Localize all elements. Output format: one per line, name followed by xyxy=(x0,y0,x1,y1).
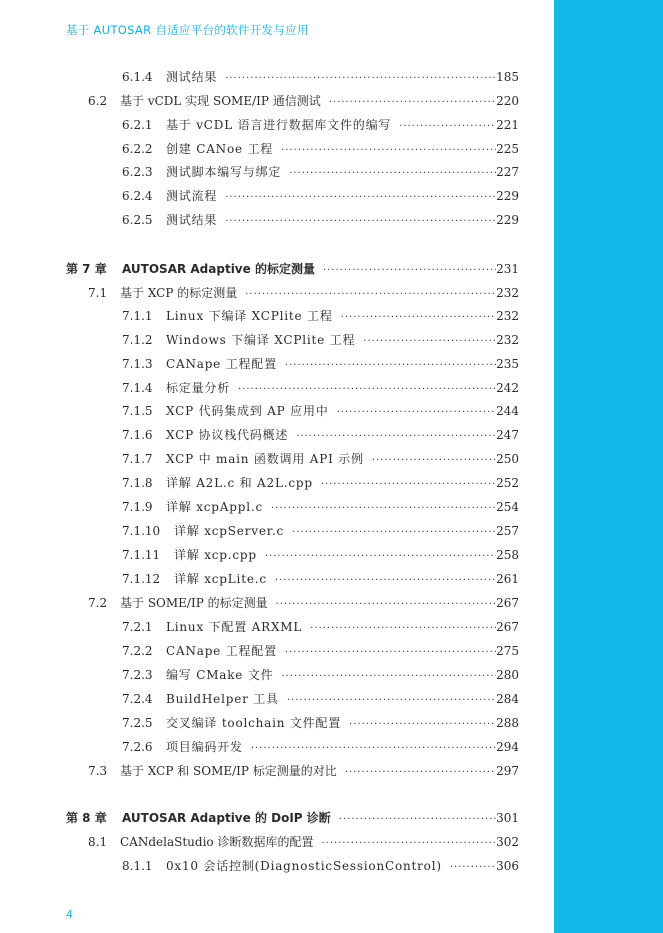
entry-title: 测试结果 xyxy=(166,70,218,84)
dot-leader xyxy=(317,476,496,494)
entry-number: 6.2 xyxy=(88,94,108,108)
entry-title: 基于 XCP 的标定测量 xyxy=(120,286,238,300)
dot-leader xyxy=(319,262,496,280)
entry-title: 基于 vCDL 语言进行数据库文件的编写 xyxy=(166,118,392,132)
toc-entry[interactable] xyxy=(122,379,519,397)
entry-page-number: 301 xyxy=(496,811,519,825)
side-color-bar xyxy=(554,0,663,933)
entry-title: BuildHelper 工具 xyxy=(166,692,279,706)
entry-page-number: 250 xyxy=(496,452,519,466)
toc-entry[interactable] xyxy=(88,284,519,302)
entry-title: Windows 下编译 XCPlite 工程 xyxy=(166,333,356,347)
toc-entry[interactable] xyxy=(122,211,519,229)
entry-page-number: 227 xyxy=(496,165,519,179)
entry-number: 7.1.9 xyxy=(122,500,153,514)
entry-title: 详解 xcp.cpp xyxy=(174,548,257,562)
entry-title: 编写 CMake 文件 xyxy=(166,668,274,682)
entry-page-number: 306 xyxy=(496,859,519,873)
entry-number: 7.1.3 xyxy=(122,357,153,371)
entry-number: 第 7 章 xyxy=(66,262,107,276)
entry-page-number: 257 xyxy=(496,524,519,538)
toc-entry[interactable] xyxy=(88,762,519,780)
entry-page-number: 229 xyxy=(496,213,519,227)
toc-entry[interactable] xyxy=(122,140,519,158)
entry-page-number: 244 xyxy=(496,404,519,418)
toc-entry[interactable] xyxy=(122,163,519,181)
toc-entry[interactable] xyxy=(66,260,519,278)
dot-leader xyxy=(395,118,496,136)
entry-page-number: 275 xyxy=(496,644,519,658)
entry-number: 7.2.1 xyxy=(122,620,153,634)
toc-entry[interactable] xyxy=(122,474,519,492)
dot-leader xyxy=(271,572,496,590)
toc-entry[interactable] xyxy=(88,92,519,110)
dot-leader xyxy=(306,620,496,638)
toc-entry[interactable] xyxy=(122,402,519,420)
dot-leader xyxy=(337,309,496,327)
entry-page-number: 302 xyxy=(496,835,519,849)
toc-entry[interactable] xyxy=(122,450,519,468)
entry-page-number: 232 xyxy=(496,286,519,300)
dot-leader xyxy=(368,452,496,470)
dot-leader xyxy=(335,811,496,829)
entry-page-number: 294 xyxy=(496,740,519,754)
dot-leader xyxy=(341,764,496,782)
entry-title: 基于 vCDL 实现 SOME/IP 通信测试 xyxy=(120,94,321,108)
entry-number: 7.1.10 xyxy=(122,524,161,538)
entry-page-number: 297 xyxy=(496,764,519,778)
entry-number: 7.3 xyxy=(88,764,108,778)
entry-title: 详解 xcpServer.c xyxy=(174,524,285,538)
toc-entry[interactable] xyxy=(122,307,519,325)
dot-leader xyxy=(333,404,497,422)
dot-leader xyxy=(292,428,496,446)
page-number: 4 xyxy=(66,908,73,921)
entry-number: 7.1.11 xyxy=(122,548,161,562)
entry-number: 7.1.1 xyxy=(122,309,153,323)
entry-title: 标定量分析 xyxy=(166,381,231,395)
entry-number: 6.2.2 xyxy=(122,142,153,156)
toc-entry[interactable] xyxy=(122,666,519,684)
dot-leader xyxy=(234,381,496,399)
entry-number: 7.2.3 xyxy=(122,668,153,682)
dot-leader xyxy=(283,692,496,710)
entry-page-number: 225 xyxy=(496,142,519,156)
toc-entry[interactable] xyxy=(122,187,519,205)
entry-number: 第 8 章 xyxy=(66,811,107,825)
dot-leader xyxy=(359,333,496,351)
dot-leader xyxy=(221,213,496,231)
entry-page-number: 231 xyxy=(496,262,519,276)
toc-entry[interactable] xyxy=(122,331,519,349)
entry-number: 6.2.5 xyxy=(122,213,153,227)
entry-number: 7.2.5 xyxy=(122,716,153,730)
entry-page-number: 247 xyxy=(496,428,519,442)
entry-number: 7.2 xyxy=(88,596,108,610)
entry-title: 测试脚本编写与绑定 xyxy=(166,165,282,179)
toc-entry[interactable] xyxy=(122,570,519,588)
entry-title: XCP 代码集成到 AP 应用中 xyxy=(166,404,329,418)
dot-leader xyxy=(261,548,496,566)
dot-leader xyxy=(277,668,496,686)
entry-title: 详解 xcpLite.c xyxy=(174,572,267,586)
toc-entry[interactable] xyxy=(122,116,519,134)
entry-number: 7.2.6 xyxy=(122,740,153,754)
entry-title: Linux 下编译 XCPlite 工程 xyxy=(166,309,333,323)
entry-number: 7.1.7 xyxy=(122,452,153,466)
toc-entry[interactable] xyxy=(122,426,519,444)
entry-title: 基于 SOME/IP 的标定测量 xyxy=(120,596,268,610)
dot-leader xyxy=(281,644,496,662)
dot-leader xyxy=(267,500,496,518)
entry-title: XCP 协议栈代码概述 xyxy=(166,428,289,442)
entry-page-number: 229 xyxy=(496,189,519,203)
toc-entry[interactable] xyxy=(122,642,519,660)
entry-page-number: 252 xyxy=(496,476,519,490)
entry-title: Linux 下配置 ARXML xyxy=(166,620,303,634)
entry-number: 7.1.12 xyxy=(122,572,161,586)
entry-number: 6.2.1 xyxy=(122,118,153,132)
entry-number: 8.1 xyxy=(88,835,108,849)
dot-leader xyxy=(317,835,496,853)
dot-leader xyxy=(325,94,496,112)
entry-page-number: 254 xyxy=(496,500,519,514)
dot-leader xyxy=(272,596,497,614)
entry-page-number: 220 xyxy=(496,94,519,108)
toc-entry[interactable] xyxy=(66,809,519,827)
entry-page-number: 232 xyxy=(496,309,519,323)
dot-leader xyxy=(285,165,496,183)
entry-number: 6.2.3 xyxy=(122,165,153,179)
toc-entry[interactable] xyxy=(122,498,519,516)
toc-entry[interactable] xyxy=(122,714,519,732)
entry-page-number: 267 xyxy=(496,596,519,610)
dot-leader xyxy=(446,859,496,877)
entry-page-number: 267 xyxy=(496,620,519,634)
entry-title: CANape 工程配置 xyxy=(166,644,277,658)
dot-leader xyxy=(241,286,496,304)
entry-title: AUTOSAR Adaptive 的标定测量 xyxy=(122,262,315,276)
toc-entry[interactable] xyxy=(122,857,519,875)
entry-title: 项目编码开发 xyxy=(166,740,243,754)
dot-leader xyxy=(221,70,496,88)
entry-page-number: 261 xyxy=(496,572,519,586)
toc-entry[interactable] xyxy=(88,594,519,612)
entry-page-number: 232 xyxy=(496,333,519,347)
entry-page-number: 242 xyxy=(496,381,519,395)
entry-number: 7.1.8 xyxy=(122,476,153,490)
entry-title: 基于 XCP 和 SOME/IP 标定测量的对比 xyxy=(120,764,337,778)
entry-page-number: 185 xyxy=(496,70,519,84)
entry-number: 8.1.1 xyxy=(122,859,153,873)
dot-leader xyxy=(221,189,496,207)
entry-number: 7.1 xyxy=(88,286,108,300)
entry-number: 6.2.4 xyxy=(122,189,153,203)
entry-number: 7.1.2 xyxy=(122,333,153,347)
toc-entry[interactable] xyxy=(122,355,519,373)
entry-title: 详解 xcpAppl.c xyxy=(166,500,263,514)
running-header: 基于 AUTOSAR 自适应平台的软件开发与应用 xyxy=(66,23,309,37)
entry-number: 7.2.4 xyxy=(122,692,153,706)
entry-title: 交叉编译 toolchain 文件配置 xyxy=(166,716,342,730)
entry-page-number: 258 xyxy=(496,548,519,562)
toc-entry[interactable] xyxy=(122,690,519,708)
toc-entry[interactable] xyxy=(122,68,519,86)
toc-entry[interactable] xyxy=(122,738,519,756)
entry-title: AUTOSAR Adaptive 的 DoIP 诊断 xyxy=(122,811,331,825)
entry-page-number: 235 xyxy=(496,357,519,371)
entry-page-number: 284 xyxy=(496,692,519,706)
dot-leader xyxy=(281,357,496,375)
entry-title: CANape 工程配置 xyxy=(166,357,277,371)
dot-leader xyxy=(247,740,496,758)
dot-leader xyxy=(277,142,496,160)
entry-title: 详解 A2L.c 和 A2L.cpp xyxy=(166,476,313,490)
entry-page-number: 288 xyxy=(496,716,519,730)
entry-title: CANdelaStudio 诊断数据库的配置 xyxy=(120,835,314,849)
entry-number: 7.1.4 xyxy=(122,381,153,395)
entry-title: 测试结果 xyxy=(166,213,218,227)
dot-leader xyxy=(345,716,496,734)
dot-leader xyxy=(288,524,496,542)
entry-title: 0x10 会话控制(DiagnosticSessionControl) xyxy=(166,859,442,873)
entry-page-number: 280 xyxy=(496,668,519,682)
toc-entry[interactable] xyxy=(122,618,519,636)
entry-title: 创建 CANoe 工程 xyxy=(166,142,274,156)
entry-page-number: 221 xyxy=(496,118,519,132)
toc-entry[interactable] xyxy=(122,546,519,564)
entry-title: 测试流程 xyxy=(166,189,218,203)
entry-number: 7.2.2 xyxy=(122,644,153,658)
toc-entry[interactable] xyxy=(88,833,519,851)
entry-number: 7.1.5 xyxy=(122,404,153,418)
entry-number: 7.1.6 xyxy=(122,428,153,442)
toc-entry[interactable] xyxy=(122,522,519,540)
entry-title: XCP 中 main 函数调用 API 示例 xyxy=(166,452,364,466)
entry-number: 6.1.4 xyxy=(122,70,153,84)
